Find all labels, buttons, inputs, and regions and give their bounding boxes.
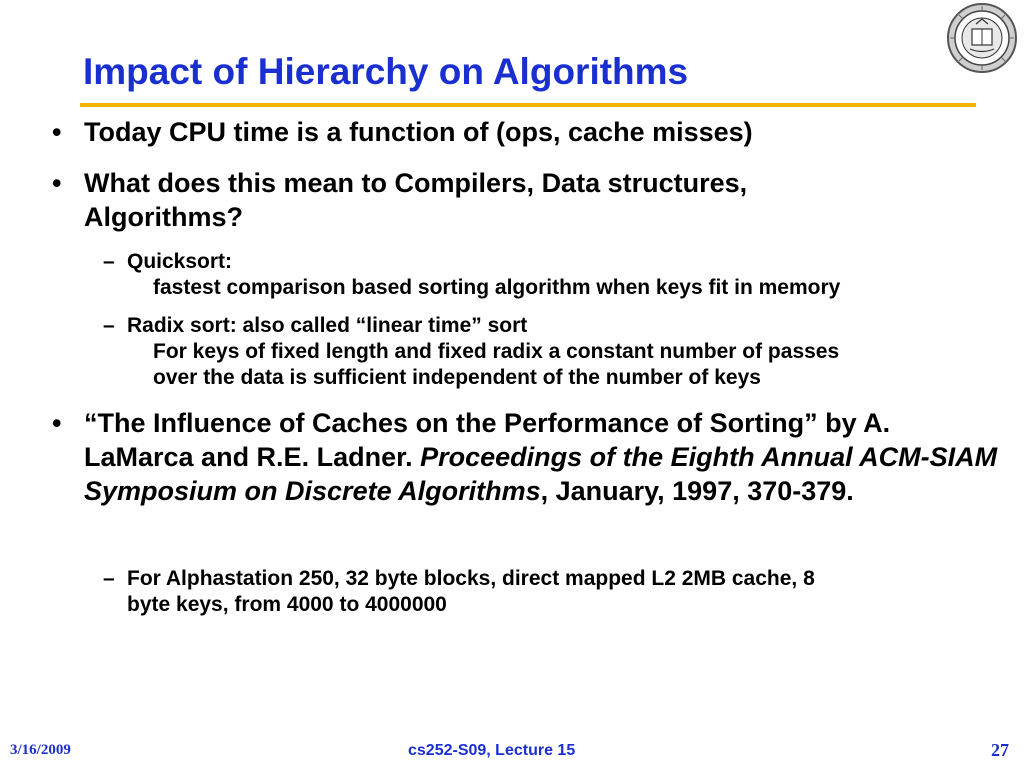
subbullet-radix-heading: Radix sort: also called “linear time” sort <box>127 314 528 337</box>
bullet-marker: • <box>52 117 62 147</box>
citation-proceedings: Proceedings of the Eighth Annual ACM-SIAM Symposium on Discrete Algorithms <box>84 442 998 506</box>
subbullet-quicksort-heading: Quicksort: <box>127 250 233 273</box>
title-underline <box>80 103 976 107</box>
slide-title: Impact of Hierarchy on Algorithms <box>83 51 689 92</box>
bullet-marker: • <box>52 408 62 438</box>
subbullet-radix-detail-line2: over the data is sufficient independent of the number of keys <box>153 366 761 389</box>
subbullet-alphastation-line2: byte keys, from 4000 to 4000000 <box>127 593 447 616</box>
citation-date-pages: , January, 1997, 370-379. <box>540 476 854 506</box>
citation-text: “The Influence of Caches on the Performance of Sorting” by A. LaMarca and R.E. Ladner. <box>84 408 891 472</box>
university-seal-icon <box>946 2 1018 74</box>
footer-date: 3/16/2009 <box>10 742 71 758</box>
subbullet-alphastation <box>103 566 1007 618</box>
page-number: 27 <box>991 740 1009 760</box>
bullet-2-line2: Algorithms? <box>84 202 243 232</box>
bullet-1 <box>52 115 1004 149</box>
dash-marker: – <box>103 567 115 590</box>
dash-marker: – <box>103 250 115 273</box>
subbullet-quicksort-detail: fastest comparison based sorting algorithm when keys fit in memory <box>153 276 841 299</box>
subbullet-alphastation-line1: For Alphastation 250, 32 byte blocks, direct mapped L2 2MB cache, 8 <box>127 567 815 590</box>
bullet-2-line1: What does this mean to Compilers, Data structures, <box>84 168 748 198</box>
bullet-1-text: Today CPU time is a function of (ops, cache misses) <box>84 117 753 147</box>
bullet-2 <box>52 166 1004 234</box>
subbullet-radix-detail-line1: For keys of fixed length and fixed radix a constant number of passes <box>153 340 840 363</box>
bullet-marker: • <box>52 168 62 198</box>
footer-course: cs252-S09, Lecture 15 <box>408 742 576 759</box>
dash-marker: – <box>103 314 115 337</box>
subbullet-quicksort <box>103 249 1007 301</box>
subbullet-radix-sort <box>103 313 1007 391</box>
bullet-3-citation <box>52 406 999 508</box>
